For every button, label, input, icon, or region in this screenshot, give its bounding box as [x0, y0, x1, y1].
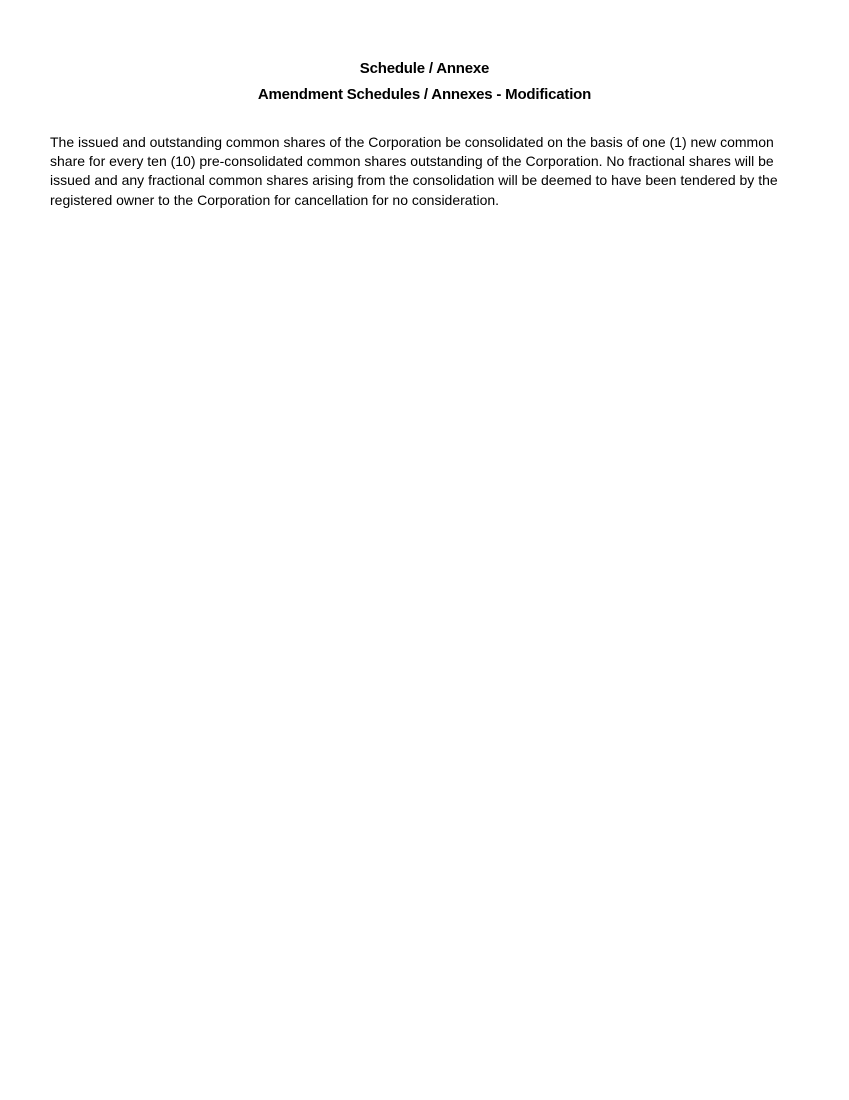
- amendment-text: The issued and outstanding common shares of the Corporation be consolidated on the basis of one (1) new common share for every ten (10) pre-consolidated common shares outstanding of the Corporation. No fractional shares will be issued and any fractional common shares arising from the consolidation will be deemed to have been tendered by the registered owner to the Corporation for cancellation for no consideration.: [50, 134, 778, 208]
- document-title: Schedule / Annexe: [359, 60, 490, 77]
- document-subtitle: Amendment Schedules / Annexes - Modification: [257, 86, 592, 103]
